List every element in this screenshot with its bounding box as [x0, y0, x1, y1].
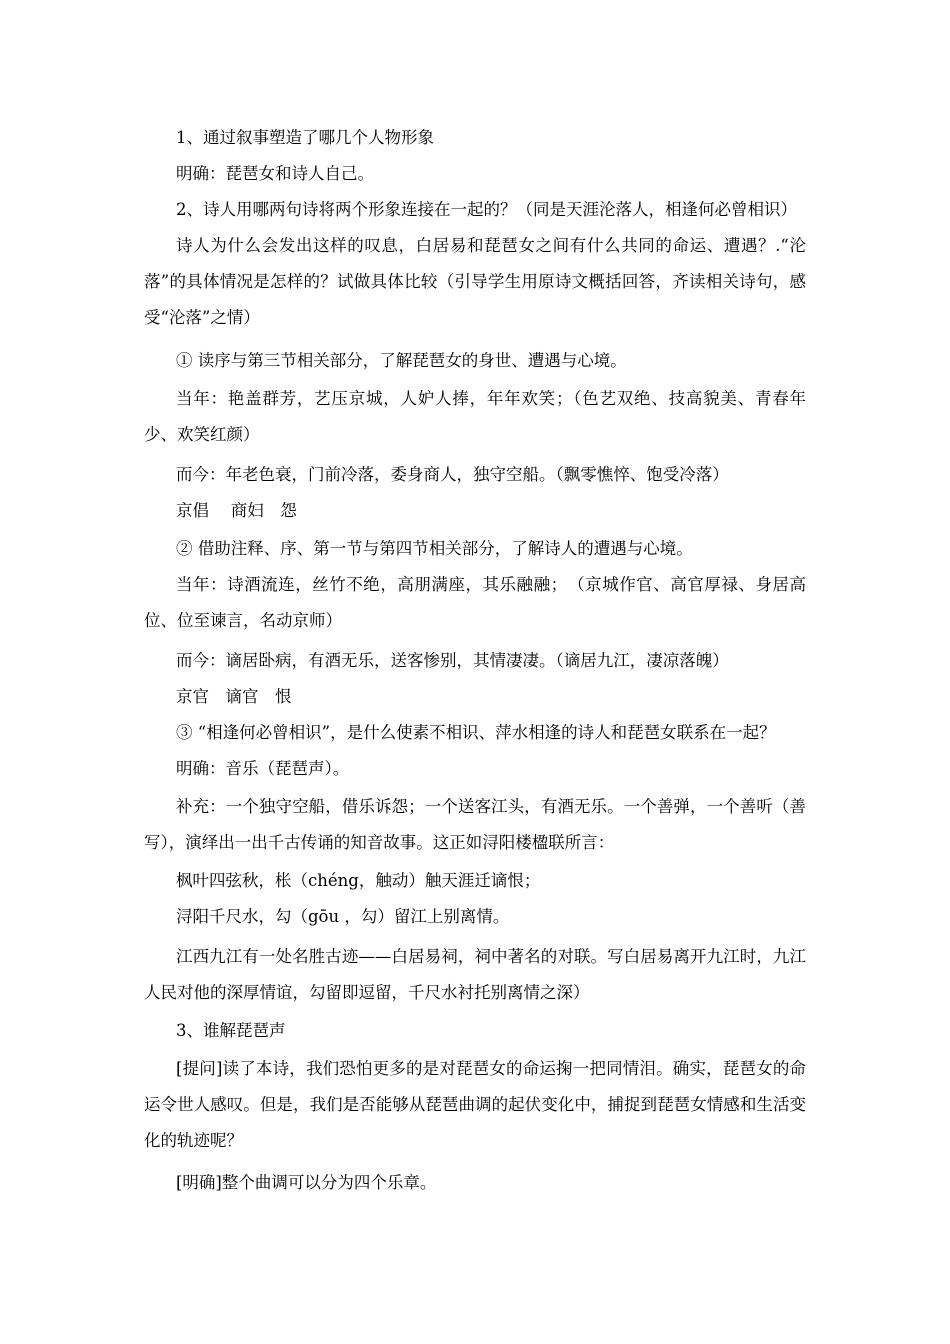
answer-1: 明确：琵琶女和诗人自己。: [176, 164, 374, 183]
question-2-detail: 诗人为什么会发出这样的叹息，白居易和琵琶女之间有什么共同的命运、遭遇？.“沦落”的具体情况是怎样的？试做具体比较（引导学生用原诗文概括回答，齐读相关诗句，感受“沦落”之情）: [144, 236, 806, 327]
poet-past: 当年：诗酒流连，丝竹不绝，高朋满座，其乐融融； （京城作官、高官厚禄、身居高位、位至谏言，名动京师）: [144, 575, 806, 630]
poet-present: 而今：谪居卧病，有酒无乐，送客惨别，其情凄凄。（谪居九江，凄凉落魄）: [176, 651, 729, 670]
pipa-woman-summary: 京倡 商妇 怨: [176, 501, 297, 520]
couplet-line-1: 枫叶四弦秋，枨（chéng，触动）触天涯迁谪恨；: [176, 871, 541, 890]
answer-music: 明确：音乐（琵琶声）。: [176, 759, 350, 778]
question-2: 2、诗人用哪两句诗将两个形象连接在一起的？（同是天涯沦落人，相逢何必曾相识）: [176, 200, 797, 219]
question-3-prompt: [提问]读了本诗，我们恐怕更多的是对琵琶女的命运掬一把同情泪。确实，琵琶女的命运令世人感叹。但是，我们是否能够从琵琶曲调的起伏变化中，捕捉到琵琶女情感和生活变化的轨迹呢？: [144, 1059, 806, 1150]
pipa-woman-past: 当年：艳盖群芳，艺压京城，人妒人捧，年年欢笑；（色艺双绝、技高貌美、青春年少、欢笑红颜）: [144, 389, 806, 444]
pipa-woman-present: 而今：年老色衰，门前冷落，委身商人，独守空船。（飘零憔悴、饱受冷落）: [176, 465, 729, 484]
section-poet: ② 借助注释、序、第一节与第四节相关部分，了解诗人的遭遇与心境。: [176, 539, 693, 558]
couplet-line-2: 浔阳千尺水，勾（gōu ，勾）留江上别离情。: [176, 907, 510, 926]
question-3-answer: [明确]整个曲调可以分为四个乐章。: [176, 1173, 437, 1192]
section-pipa-woman: ① 读序与第三节相关部分，了解琵琶女的身世、遭遇与心境。: [176, 351, 627, 370]
question-1: 1、通过叙事塑造了哪几个人物形象: [176, 128, 434, 147]
couplet-explanation: 江西九江有一处名胜古迹——白居易祠，祠中著名的对联。写白居易离开九江时，九江人民对他的深厚情谊，勾留即逗留，千尺水衬托别离情之深）: [144, 947, 806, 1002]
supplement: 补充：一个独守空船，借乐诉怨；一个送客江头，有酒无乐。一个善弹，一个善听（善写），演绎出一出千古传诵的知音故事。这正如浔阳楼楹联所言：: [144, 797, 806, 852]
poet-summary: 京官 谪官 恨: [176, 687, 292, 706]
question-3: 3、谁解琵琶声: [176, 1021, 286, 1040]
section-music: ③ “相逢何必曾相识”，是什么使素不相识、萍水相逢的诗人和琵琶女联系在一起？: [176, 723, 776, 742]
